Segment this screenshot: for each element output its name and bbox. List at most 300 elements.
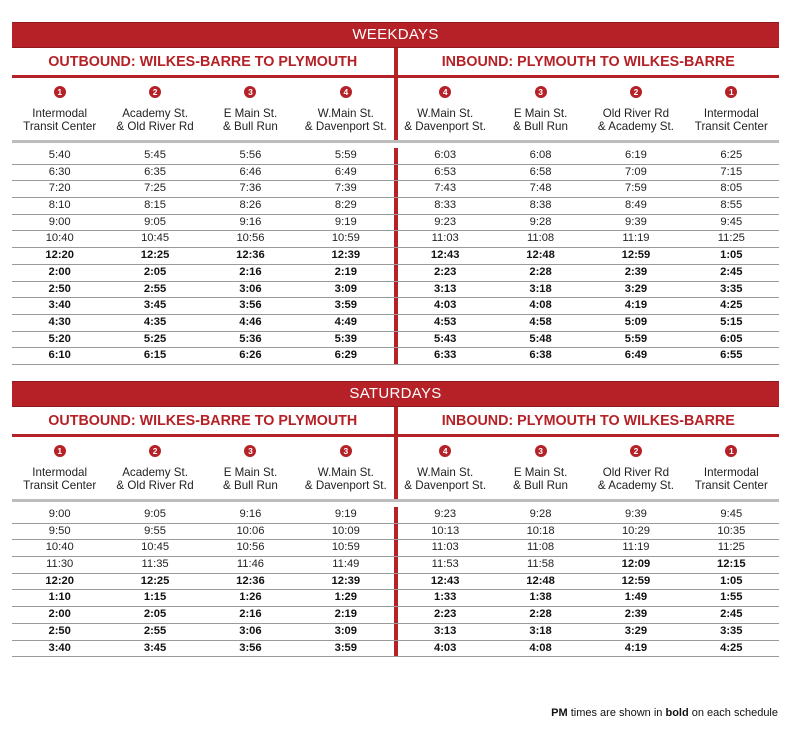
departure-time: 6:25 (720, 149, 743, 161)
departure-time: 12:20 (45, 574, 74, 587)
departure-time: 2:05 (143, 608, 167, 621)
outbound-times (12, 540, 394, 556)
inbound-heading: INBOUND: PLYMOUTH TO WILKES-BARRE (394, 407, 780, 434)
outbound-times (12, 248, 394, 264)
departure-time: 10:29 (621, 524, 650, 537)
departure-time: 12:36 (236, 249, 265, 262)
departure-time: 3:13 (433, 282, 457, 295)
departure-time: 1:49 (624, 591, 648, 604)
departure-time: 2:16 (239, 608, 262, 621)
stop-name-line1: E Main St. (513, 466, 568, 479)
departure-time: 11:58 (526, 558, 555, 571)
departure-time: 7:20 (48, 182, 71, 195)
stop-name-line1: E Main St. (513, 107, 568, 120)
stop-name-line2: Transit Center (694, 479, 768, 492)
inbound-times (394, 624, 780, 640)
stop-column-header (588, 78, 683, 140)
stop-number-badge: 4 (340, 86, 352, 98)
departure-time: 3:45 (143, 299, 167, 312)
stop-column-header (203, 78, 298, 140)
stop-name-line2: & Bull Run (223, 120, 278, 133)
departure-time: 8:26 (239, 199, 262, 212)
stop-name-line2: & Davenport St. (404, 479, 487, 492)
schedule-title: SATURDAYS (12, 381, 779, 407)
inbound-times (394, 348, 780, 364)
departure-time: 11:03 (431, 541, 459, 554)
outbound-heading: OUTBOUND: WILKES-BARRE TO PLYMOUTH (48, 413, 358, 429)
departure-time: 10:45 (141, 541, 170, 554)
departure-time: 6:49 (334, 165, 357, 178)
outbound-times (12, 148, 394, 164)
departure-time: 9:05 (144, 508, 166, 520)
departure-time: 12:59 (621, 249, 651, 262)
departure-time: 9:19 (334, 215, 357, 228)
stop-name-line2: & Old River Rd (116, 120, 194, 133)
departure-time: 8:10 (48, 199, 71, 212)
departure-time: 12:09 (621, 558, 651, 571)
departure-time: 2:28 (529, 608, 552, 621)
stop-number-badge: 1 (54, 86, 66, 98)
outbound-stops (12, 78, 394, 140)
departure-time: 11:46 (236, 558, 265, 571)
time-row (12, 590, 779, 607)
outbound-times (12, 265, 394, 281)
departure-time: 9:39 (625, 215, 647, 228)
stop-name (398, 107, 493, 133)
stop-name (684, 107, 779, 133)
outbound-times (12, 624, 394, 640)
stop-number-badge: 3 (244, 445, 256, 457)
departure-time: 12:39 (331, 574, 361, 587)
stop-number-badge: 4 (439, 86, 451, 98)
departure-time: 7:09 (625, 165, 647, 178)
inbound-times (394, 332, 780, 348)
departure-time: 5:56 (239, 149, 262, 161)
footnote-text-middle: times are shown in (567, 707, 666, 719)
departure-time: 12:39 (331, 249, 361, 262)
departure-time: 7:15 (720, 165, 743, 178)
departure-time: 4:58 (529, 315, 552, 328)
stop-name-line1: W.Main St. (417, 466, 474, 479)
departure-time: 2:50 (48, 282, 71, 295)
departure-time: 11:08 (526, 541, 555, 554)
departure-time: 3:35 (720, 282, 743, 295)
inbound-times (394, 181, 780, 197)
departure-time: 4:35 (143, 315, 167, 328)
departure-time: 6:08 (529, 149, 552, 161)
departure-time: 1:55 (720, 591, 743, 604)
departure-time: 1:33 (433, 591, 457, 604)
departure-time: 1:05 (720, 574, 743, 587)
departure-time: 7:36 (239, 182, 262, 195)
departure-time: 5:59 (624, 332, 648, 345)
time-row (12, 148, 779, 165)
departure-time: 8:29 (334, 199, 357, 212)
departure-time: 11:19 (622, 541, 650, 554)
outbound-times (12, 332, 394, 348)
pm-footnote (551, 707, 778, 719)
inbound-times (394, 198, 780, 214)
stop-name-line1: Intermodal (32, 107, 88, 120)
outbound-times (12, 282, 394, 298)
time-row (12, 265, 779, 282)
departure-time: 10:40 (45, 232, 74, 245)
departure-time: 2:50 (48, 624, 71, 637)
stop-name-line1: W.Main St. (317, 107, 374, 120)
outbound-times (12, 524, 394, 540)
departure-time: 3:06 (239, 282, 262, 295)
stop-column-header (203, 437, 298, 499)
departure-time: 6:49 (624, 349, 648, 362)
departure-time: 6:19 (625, 149, 647, 161)
inbound-times (394, 590, 780, 606)
stop-name-line1: Academy St. (122, 107, 188, 120)
departure-time: 11:25 (717, 541, 745, 554)
outbound-times (12, 215, 394, 231)
departure-time: 4:30 (48, 315, 71, 328)
stop-name-line2: & Bull Run (513, 479, 568, 492)
stop-name (588, 107, 683, 133)
departure-time: 3:06 (239, 624, 262, 637)
stop-name-line2: & Bull Run (223, 479, 278, 492)
stop-number-badge: 1 (725, 445, 737, 457)
departure-time: 2:55 (143, 282, 167, 295)
departure-time: 4:25 (720, 299, 743, 312)
footnote-text-end: on each schedule (688, 707, 778, 719)
departure-time: 6:53 (434, 165, 457, 178)
departure-time: 3:18 (529, 624, 552, 637)
outbound-times (12, 298, 394, 314)
departure-time: 12:43 (430, 249, 460, 262)
time-row (12, 282, 779, 299)
departure-time: 9:05 (144, 215, 166, 228)
stop-name-line2: & Old River Rd (116, 479, 194, 492)
stop-header-row (12, 78, 779, 143)
stop-name (12, 107, 107, 133)
departure-time: 8:38 (529, 199, 552, 212)
schedule-title: WEEKDAYS (12, 22, 779, 48)
stop-name (298, 466, 393, 492)
departure-time: 2:39 (624, 608, 648, 621)
inbound-times (394, 148, 780, 164)
departure-time: 4:19 (624, 299, 648, 312)
stop-column-header (493, 437, 588, 499)
departure-time: 3:29 (624, 282, 648, 295)
footnote-bold-word: bold (665, 707, 689, 719)
departure-time: 4:25 (720, 641, 743, 654)
departure-time: 6:29 (334, 349, 358, 362)
saturdays-schedule (12, 381, 779, 657)
departure-time: 5:48 (529, 332, 552, 345)
departure-time: 11:30 (46, 558, 74, 571)
stop-name-line1: W.Main St. (317, 466, 374, 479)
departure-time: 3:29 (624, 624, 648, 637)
stop-name (588, 466, 683, 492)
departure-time: 11:53 (431, 558, 459, 571)
departure-time: 10:06 (236, 524, 265, 537)
stop-column-header (684, 78, 779, 140)
stop-name-line2: & Academy St. (597, 479, 674, 492)
stop-name-line2: & Bull Run (513, 120, 568, 133)
departure-time: 10:56 (236, 232, 265, 245)
time-row (12, 165, 779, 182)
time-row (12, 574, 779, 591)
departure-time: 2:00 (48, 608, 71, 621)
outbound-stops (12, 437, 394, 499)
departure-time: 1:10 (48, 591, 71, 604)
stop-name (493, 107, 588, 133)
departure-time: 6:35 (144, 165, 166, 178)
outbound-times (12, 507, 394, 523)
departure-time: 11:08 (526, 232, 555, 245)
departure-time: 9:23 (434, 215, 457, 228)
inbound-times (394, 315, 780, 331)
departure-time: 10:13 (431, 524, 460, 537)
departure-time: 6:03 (434, 149, 457, 161)
inbound-stops (394, 78, 780, 140)
departure-time: 12:25 (140, 249, 170, 262)
departure-time: 5:15 (720, 315, 743, 328)
inbound-times (394, 282, 780, 298)
departure-time: 9:16 (239, 508, 262, 520)
stop-number-badge: 3 (244, 86, 256, 98)
stop-number-badge: 4 (439, 445, 451, 457)
departure-time: 4:08 (529, 641, 552, 654)
inbound-heading: INBOUND: PLYMOUTH TO WILKES-BARRE (394, 48, 780, 75)
departure-time: 9:55 (144, 524, 166, 537)
departure-time: 7:48 (529, 182, 552, 195)
departure-time: 9:45 (720, 508, 743, 520)
outbound-times (12, 607, 394, 623)
stop-name-line1: Old River Rd (602, 466, 670, 479)
stop-number-badge: 1 (725, 86, 737, 98)
departure-time: 10:59 (331, 541, 360, 554)
inbound-times (394, 165, 780, 181)
stop-number-badge: 2 (630, 86, 642, 98)
departure-time: 11:25 (717, 232, 745, 245)
departure-time: 9:16 (239, 215, 262, 228)
outbound-times (12, 315, 394, 331)
inbound-times (394, 507, 780, 523)
departure-time: 6:15 (143, 349, 167, 362)
stop-name-line1: W.Main St. (417, 107, 474, 120)
departure-time: 2:19 (334, 608, 358, 621)
time-row (12, 641, 779, 658)
stop-name-line2: & Davenport St. (304, 479, 387, 492)
departure-time: 7:43 (434, 182, 457, 195)
departure-time: 3:35 (720, 624, 743, 637)
time-row (12, 348, 779, 365)
departure-time: 2:45 (720, 265, 743, 278)
stop-name (107, 107, 202, 133)
departure-time: 4:03 (433, 641, 457, 654)
departure-time: 3:59 (334, 299, 358, 312)
departure-time: 1:38 (529, 591, 552, 604)
outbound-times (12, 557, 394, 573)
departure-time: 3:13 (433, 624, 457, 637)
departure-time: 8:05 (720, 182, 743, 195)
inbound-stops (394, 437, 780, 499)
stop-name (12, 466, 107, 492)
departure-time: 10:40 (45, 541, 74, 554)
inbound-times (394, 524, 780, 540)
departure-time: 12:15 (717, 558, 746, 571)
departure-time: 1:15 (143, 591, 167, 604)
stop-number-badge: 3 (535, 445, 547, 457)
stop-number-badge: 3 (340, 445, 352, 457)
inbound-times (394, 540, 780, 556)
weekdays-schedule (12, 22, 779, 365)
time-row (12, 332, 779, 349)
departure-time: 11:35 (141, 558, 169, 571)
stop-name-line2: Transit Center (23, 120, 97, 133)
departure-time: 7:59 (625, 182, 647, 195)
departure-time: 10:56 (236, 541, 265, 554)
outbound-times (12, 641, 394, 657)
stop-name-line1: E Main St. (223, 466, 278, 479)
time-row (12, 557, 779, 574)
departure-time: 4:46 (239, 315, 262, 328)
outbound-times (12, 181, 394, 197)
departure-time: 2:23 (433, 265, 457, 278)
time-row (12, 198, 779, 215)
departure-time: 2:16 (239, 265, 262, 278)
departure-time: 6:33 (433, 349, 457, 362)
stop-column-header (588, 437, 683, 499)
departure-time: 6:38 (529, 349, 552, 362)
departure-time: 8:33 (434, 199, 457, 212)
stop-column-header (398, 78, 493, 140)
departure-time: 2:28 (529, 265, 552, 278)
departure-time: 5:25 (143, 332, 167, 345)
departure-time: 6:30 (48, 165, 71, 178)
stop-name-line1: Intermodal (32, 466, 88, 479)
stop-column-header (298, 437, 393, 499)
departure-time: 1:05 (720, 249, 743, 262)
departure-time: 11:19 (622, 232, 650, 245)
departure-time: 2:00 (48, 265, 71, 278)
stop-name-line1: E Main St. (223, 107, 278, 120)
stop-name (398, 466, 493, 492)
outbound-heading: OUTBOUND: WILKES-BARRE TO PLYMOUTH (48, 54, 358, 70)
departure-time: 8:55 (720, 199, 743, 212)
departure-time: 5:45 (144, 149, 166, 161)
stop-name-line2: Transit Center (694, 120, 768, 133)
departure-time: 2:39 (624, 265, 648, 278)
time-row (12, 298, 779, 315)
departure-time: 5:40 (48, 149, 71, 161)
departure-time: 5:09 (624, 315, 648, 328)
inbound-times (394, 265, 780, 281)
stop-name (684, 466, 779, 492)
inbound-times (394, 231, 780, 247)
stop-header-row (12, 437, 779, 502)
time-row (12, 215, 779, 232)
departure-time: 9:23 (434, 508, 457, 520)
departure-time: 12:48 (526, 574, 555, 587)
stop-number-badge: 2 (149, 86, 161, 98)
departure-time: 2:05 (143, 265, 167, 278)
time-row (12, 315, 779, 332)
departure-time: 3:59 (334, 641, 358, 654)
departure-time: 12:59 (621, 574, 651, 587)
departure-time: 2:19 (334, 265, 358, 278)
time-row (12, 231, 779, 248)
time-row (12, 507, 779, 524)
departure-time: 3:09 (334, 624, 358, 637)
outbound-times (12, 198, 394, 214)
footnote-pm-word: PM (551, 707, 568, 719)
departure-time: 2:23 (433, 608, 457, 621)
departure-time: 4:19 (624, 641, 648, 654)
stop-name-line1: Intermodal (703, 107, 759, 120)
stop-name-line1: Old River Rd (602, 107, 670, 120)
departure-time: 9:00 (48, 215, 71, 228)
departure-time: 7:39 (334, 182, 357, 195)
departure-time: 9:00 (48, 508, 71, 520)
departure-time: 2:55 (143, 624, 167, 637)
departure-time: 11:03 (431, 232, 459, 245)
inbound-times (394, 607, 780, 623)
stop-column-header (298, 78, 393, 140)
departure-time: 12:20 (45, 249, 74, 262)
inbound-times (394, 248, 780, 264)
departure-time: 5:36 (239, 332, 262, 345)
departure-time: 10:35 (717, 524, 746, 537)
stop-name-line2: & Academy St. (597, 120, 674, 133)
departure-time: 6:55 (720, 349, 743, 362)
departure-time: 3:56 (239, 299, 262, 312)
inbound-times (394, 215, 780, 231)
stop-name-line1: Academy St. (122, 466, 188, 479)
departure-time: 6:46 (239, 165, 262, 178)
departure-time: 1:26 (239, 591, 262, 604)
departure-time: 10:09 (331, 524, 360, 537)
outbound-times (12, 574, 394, 590)
departure-time: 9:39 (625, 508, 647, 520)
departure-time: 6:58 (529, 165, 552, 178)
departure-time: 1:29 (334, 591, 358, 604)
departure-time: 10:59 (331, 232, 360, 245)
departure-time: 6:05 (720, 332, 743, 345)
outbound-times (12, 348, 394, 364)
departure-time: 9:50 (48, 524, 71, 537)
departure-time: 4:49 (334, 315, 358, 328)
time-row (12, 524, 779, 541)
departure-time: 3:45 (143, 641, 167, 654)
departure-time: 12:36 (236, 574, 265, 587)
stop-column-header (107, 78, 202, 140)
departure-time: 3:09 (334, 282, 358, 295)
departure-time: 3:40 (48, 641, 71, 654)
departure-time: 4:08 (529, 299, 552, 312)
stop-name (298, 107, 393, 133)
time-row (12, 624, 779, 641)
departure-time: 10:18 (526, 524, 555, 537)
stop-number-badge: 2 (630, 445, 642, 457)
departure-time: 12:48 (526, 249, 555, 262)
departure-time: 3:56 (239, 641, 262, 654)
stop-name (493, 466, 588, 492)
departure-time: 8:49 (625, 199, 647, 212)
inbound-times (394, 641, 780, 657)
departure-time: 5:59 (334, 149, 357, 161)
departure-time: 9:28 (529, 508, 552, 520)
outbound-times (12, 231, 394, 247)
departure-time: 4:03 (433, 299, 457, 312)
stop-number-badge: 2 (149, 445, 161, 457)
departure-time: 3:40 (48, 299, 71, 312)
